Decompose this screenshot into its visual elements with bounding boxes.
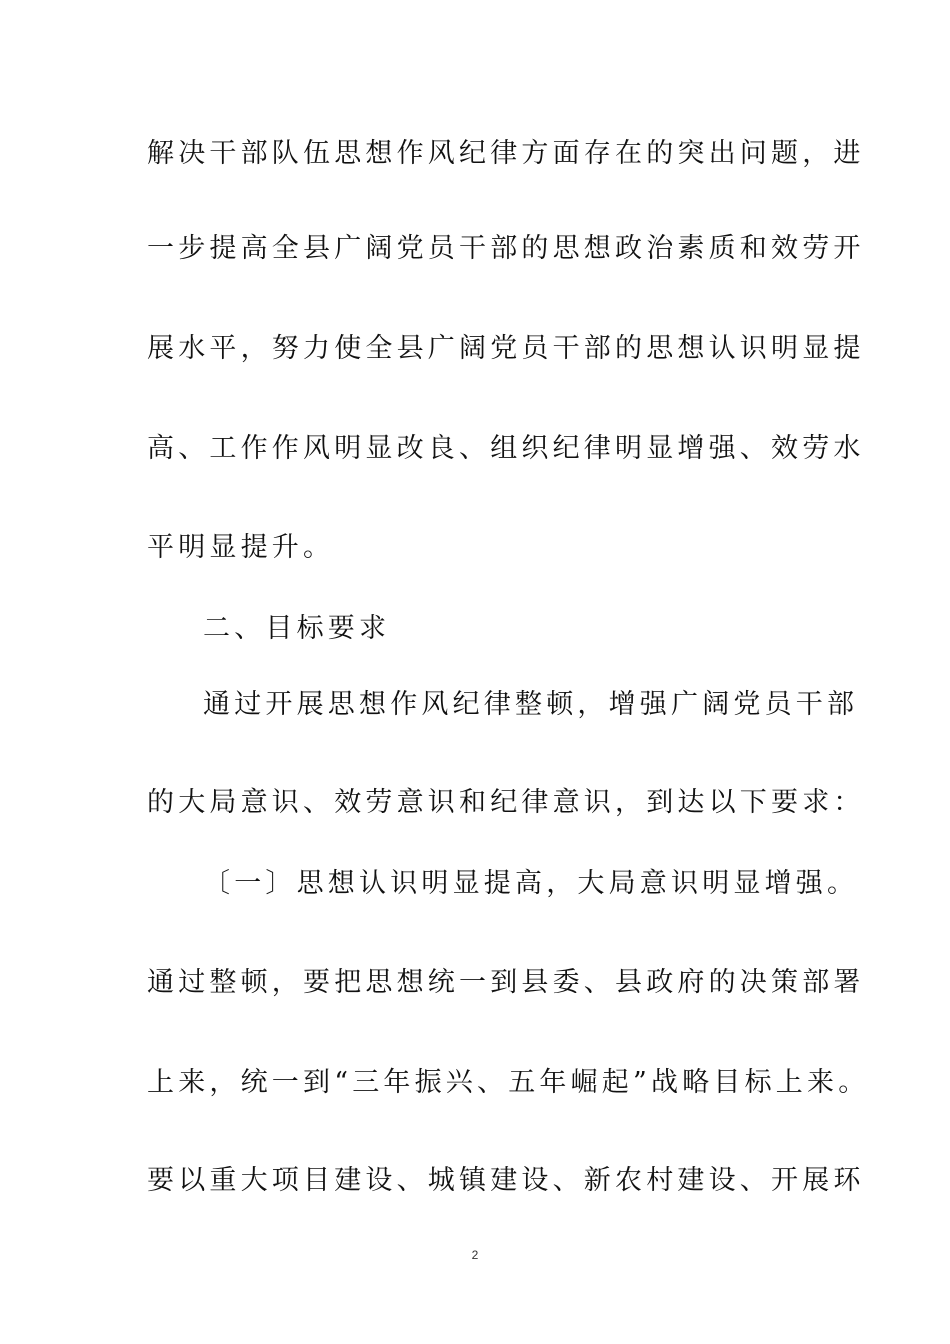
body-text-line: 平明显提升。 [147, 532, 335, 563]
body-text-line: 通过整顿，要把思想统一到县委、县政府的决策部署 [147, 967, 865, 998]
page-number: 2 [471, 1248, 479, 1262]
body-text-line: 要以重大项目建设、城镇建设、新农村建设、开展环 [147, 1165, 865, 1196]
body-text-line: 展水平，努力使全县广阔党员干部的思想认识明显提 [147, 333, 865, 364]
section-heading: 二、目标要求 [203, 613, 391, 644]
body-text-line: 解决干部队伍思想作风纪律方面存在的突出问题，进 [147, 138, 865, 169]
body-text-line: 的大局意识、效劳意识和纪律意识，到达以下要求： [147, 787, 865, 818]
body-text-line: 高、工作作风明显改良、组织纪律明显增强、效劳水 [147, 433, 865, 464]
body-text-line: 通过开展思想作风纪律整顿，增强广阔党员干部 [203, 689, 859, 720]
subsection-heading: 〔一〕思想认识明显提高，大局意识明显增强。 [203, 868, 859, 899]
body-text-line: 一步提高全县广阔党员干部的思想政治素质和效劳开 [147, 233, 865, 264]
body-text-line: 上来，统一到“三年振兴、五年崛起”战略目标上来。 [147, 1067, 870, 1098]
